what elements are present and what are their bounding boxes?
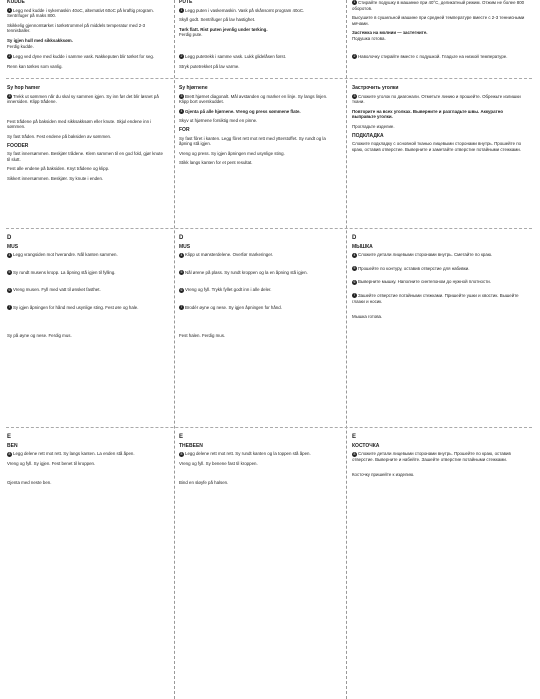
instruction: Vreng og fyll. Sy igjen. Fest benet til kroppen. [7,460,96,466]
instruction-text: Klipp ut mønsterdelene. Overfør markeringer. [185,252,274,258]
instruction-text: Sy igjen åpningen for hånd med usynlige sting. Fest øre og hale. [13,304,139,310]
step-number-icon: 5 [8,270,11,275]
column-divider [174,0,175,699]
instruction: Bind en sløyfe på halsen. [179,480,229,486]
instruction [352,54,528,60]
instruction: Прогладьте изделие. [352,123,395,129]
step-number-icon: 1 [353,0,356,5]
step-number-icon: 8 [8,451,11,456]
section-heading: MUS [7,243,19,250]
instruction: Косточку пришейте к изделию. [352,472,415,478]
instruction-text: Sy rundt musens kropp. La åpning stå igjen til fylling. [13,269,116,275]
instruction [179,109,337,115]
instruction [179,451,337,457]
section-heading: MUS [179,243,191,250]
step-number-icon: 3 [353,93,356,98]
section-pute [179,0,337,42]
instruction [7,287,167,293]
section-heading: Sy hop hamer [7,85,41,91]
section-letter: D [352,235,357,241]
instruction [352,293,528,304]
instruction: Fest trådene på baksiden med sikksakksøm eller knute. Skjul endene inn i sømmen. [7,118,152,130]
column-divider [346,0,347,699]
section-ben [7,435,167,490]
instruction-bold: Застежка на молнии — застегните. [352,30,428,36]
instruction: Sy fast fôret i kanten. Legg fôret rett mot rett med ytterstoffet. Sy rundt og la åpning stå igjen. [179,135,326,147]
instruction: Sy fast innersømmen. Beskjær trådene. Klem sammen til en god fold, gjør knute til slutt. [7,151,163,162]
instruction [352,266,528,272]
instruction-text: Прошейте по контуру, оставив отверстие для набивки. [358,265,470,271]
step-number-icon: 5 [353,266,356,271]
column-norwegian-1 [7,0,167,699]
section-heading: KUDDE [7,0,25,5]
step-number-icon: 4 [8,252,11,257]
section-mus [179,236,337,342]
instruction: Sikkert innersømmen. Beskjær. Sy knute i enden. [7,175,104,181]
instruction-text: Legg ned kudde i sykemaskin 40oC, alternativt 60oC på kraftig program. Sentrifuger på maks 800. [7,7,154,19]
section-letter: E [352,434,357,440]
step-number-icon: 4 [180,252,183,257]
section-letter: E [179,434,184,440]
step-number-icon: 8 [353,451,356,456]
column-norwegian-2 [179,0,337,699]
section-mus [7,236,167,342]
instruction [7,8,167,19]
instruction-text: Сложите детали лицевыми сторонами внутрь. Сметайте по краю. [358,252,493,258]
instruction [179,8,337,14]
instruction: Высушите в сушильной машине при средней температуре вместе с 2-3 теннисными мячами. [352,15,525,26]
section-ben [179,435,337,490]
step-number-icon: 7 [353,293,356,298]
instruction-text: Сложите уголок по диагонали. Отметьте линию и прошейте. Обрежьте излишки ткани. [352,93,521,105]
instruction [179,305,337,311]
instruction-text: Legg vrangsiden mot hverandre. Nål kanten sammen. [13,252,118,258]
instruction-text: Legg delene rett mot rett. Sy langs kanten. La enden stå åpen. [13,451,135,457]
instruction [179,54,337,60]
step-number-icon: 3 [8,93,11,98]
step-number-icon: 5 [180,270,183,275]
instruction: Renn kan tørkes som vanlig. [7,63,63,69]
instruction-text: Legg putetrekk i samme vask. Lukk glidelåsen først. [185,54,287,59]
step-number-icon: 4 [180,109,183,114]
section-bone-ru [352,435,528,482]
step-number-icon: 8 [180,451,183,456]
instruction-text: Brodér øyne og nese. Sy igjen åpningen for hånd. [185,304,282,310]
instruction [352,451,528,462]
section-heading: PUTE [179,0,193,5]
instruction: Сложите подкладку с основной тканью лицевыми сторонами внутрь. Прошейте по краю, оставив отверстие. Выверните и заметайте отверстие потайными стежками. [352,141,522,152]
step-number-icon: 6 [180,287,183,292]
instruction: Skikkelig gjennomtørket i tørketrommel på middels temperatur med 2-3 tennisballer. [7,22,146,34]
section-heading: Застрочить уголки [352,85,399,91]
instruction [7,94,167,105]
instruction-text: Vreng musen. Fyll med vatt til ønsket fasthet. [13,287,101,293]
instruction [7,451,167,457]
instruction [7,270,167,276]
section-heading: МЫШКА [352,243,373,250]
instruction: Vreng og press. Sy igjen åpningen med usynlige sting. [179,150,285,156]
section-heading: Sy hjørnene [179,85,208,91]
step-number-icon: 2 [180,54,183,59]
section-heading: FOR [179,126,190,133]
instruction-text: Legg delene rett mot rett. Sy rundt kanten og la toppen stå åpen. [185,451,311,457]
section-letter: D [7,235,12,241]
instruction: Ferdig pute. [179,32,203,38]
instruction [179,270,337,276]
instruction-text: Trekk ut sømmen når du skal sy sammen igjen. Sy inn før det blir løsnet på innersiden. Klipp trådene. [7,93,159,105]
section-pillow-ru [352,0,528,46]
instruction [179,94,337,105]
instruction [352,94,528,105]
section-mouse-ru [352,236,528,324]
instruction-bold: Tørk flatt. Rist puten jevnlig under tørking. [179,26,268,32]
section-letter: E [7,434,12,440]
instruction [352,252,528,258]
section-heading: BEN [7,442,18,449]
instruction: Fest alle endene på baksiden. Knyt trådene og klipp. [7,166,110,172]
instruction-text: Сложите детали лицевыми сторонами внутрь. Прошейте по краю, оставив отверстие. Выверните и набейте. Зашейте отверстие потайными стежками. [352,451,511,462]
step-number-icon: 1 [180,7,183,12]
column-russian [352,0,528,699]
section-pute-2 [179,54,337,73]
section-kudde-2 [7,54,167,73]
instruction: Gjenta med neste ben. [7,480,52,486]
instruction-bold: Sy igjen hull med sikksakksøm. [7,37,73,43]
step-number-icon: 2 [353,54,356,59]
instruction: Skyll godt. Sentrifuger på lav hastighet. [179,17,256,23]
step-number-icon: 7 [8,305,11,310]
instruction-text: Legg ved dyne med kudde i samme vask. Nakkeputen blir tørket for seg. [13,54,155,59]
instruction: Подушка готова. [352,35,386,41]
instruction [179,252,337,258]
instruction-text: Brett hjørnet diagonalt. Mål avstanden og marker en linje. Sy langs linjen. Klipp bort overskuddet. [179,93,328,105]
instruction: Stryk putetrekket på lav varme. [179,63,240,69]
step-number-icon: 4 [353,252,356,257]
section-corners-ru [352,86,528,156]
section-heading: ПОДКЛАДКА [352,132,384,139]
section-pillow-ru-2 [352,54,528,64]
section-heading: THEBEEN [179,442,203,449]
instruction [352,0,528,11]
section-sy [7,86,167,186]
instruction [179,287,337,293]
instruction-text: Зашейте отверстие потайными стежками. Пришейте ушки и хвостик. Вышейте глазки и носик. [352,292,519,304]
instruction-bold: Gjenta på alle hjørnene. Vreng og press sømmene flate. [185,108,301,114]
instruction: Мышка готова. [352,314,383,320]
section-heading: FOODER [7,142,29,149]
instruction-text: Стирайте подушку в машинке при 40°C, деликатный режим. Отжим не более 800 оборотов. [352,0,525,11]
instruction-text: Выверните мышку. Наполните синтепоном до нужной плотности. [358,279,491,285]
instruction: Fest halen. Ferdig mus. [179,332,226,338]
instruction [7,305,167,311]
instruction [7,54,167,60]
instruction: Sy fast tråden. Fest endene på baksiden av sømmen. [7,133,112,139]
instruction [352,279,528,285]
instruction-bold: Повторите на всех уголках. Выверните и разгладьте швы. Аккуратно выправьте уголки. [352,108,504,120]
instruction: Ferdig kudde. [7,43,34,49]
section-heading: КОСТОЧКА [352,442,380,449]
section-sy [179,86,337,170]
instruction-text: Nål ørene på plass. Sy rundt kroppen og la en åpning stå igjen. [185,269,308,275]
instruction [7,252,167,258]
instruction-text: Legg puten i vaskemaskin. Vask på skånsomt program 40oC. [185,7,305,13]
instruction-text: Наволочку стирайте вместе с подушкой. Гладьте на низкой температуре. [358,54,508,59]
step-number-icon: 3 [180,93,183,98]
instruction: Sy på øyne og nese. Ferdig mus. [7,332,72,338]
step-number-icon: 7 [180,305,183,310]
step-number-icon: 6 [8,287,11,292]
instruction: Vreng og fyll. Sy benene fast til kroppen. [179,460,258,466]
step-number-icon: 2 [8,54,11,59]
section-letter: D [179,235,184,241]
instruction-text: Vreng og fyll. Trykk fyllet godt inn i alle deler. [185,287,272,293]
section-kudde [7,0,167,53]
instruction [352,109,528,120]
step-number-icon: 1 [8,7,11,12]
instruction: Stikk langs kanten for et pent resultat. [179,160,253,166]
step-number-icon: 6 [353,279,356,284]
instruction: Skyv ut hjørnene forsiktig med en pinne. [179,118,258,124]
